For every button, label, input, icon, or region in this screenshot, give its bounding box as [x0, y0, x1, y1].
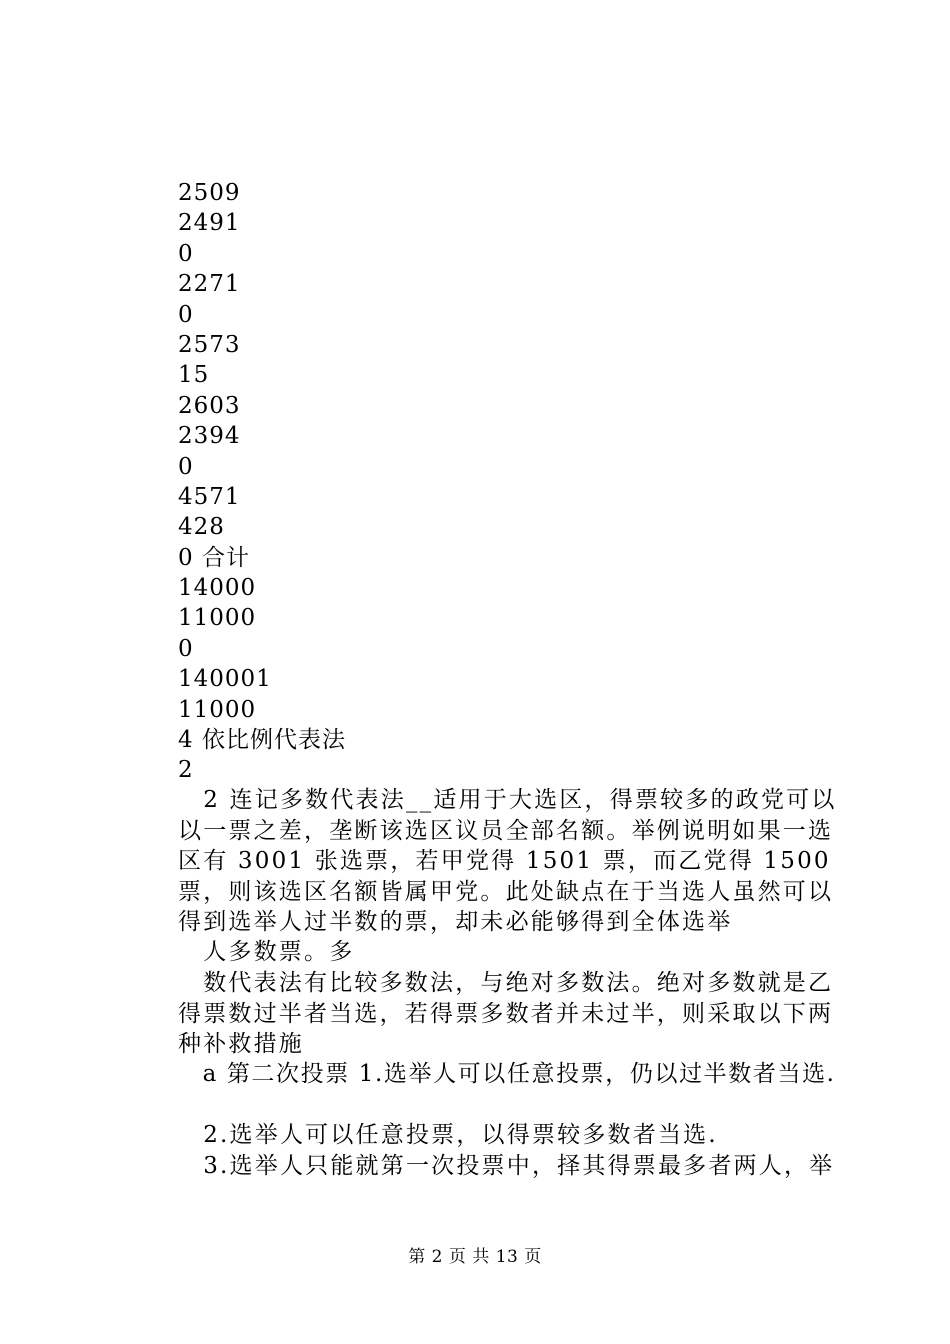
section-heading: 4 依比例代表法	[178, 727, 346, 754]
number-line: 2573	[178, 331, 241, 358]
number-line: 4571	[178, 483, 241, 510]
paragraph-plurality-voting: 2 连记多数代表法__适用于大选区，得票较多的政党可以以一票之差，垄断该选区议员全部名额。举例说明如果一选区有 3001 张选票，若甲党得 1501 票，而乙党得 1500 票，则该选区名额皆属甲党。此处缺点在于当选人虽然可以得到选举人过半数的票，却未必能够得到全体选举	[178, 787, 837, 935]
page-footer: 第 2 页 共 13 页	[408, 1247, 542, 1267]
number-line: 11000	[178, 605, 257, 632]
number-line: 0	[178, 453, 194, 480]
number-column	[178, 178, 858, 786]
number-line: 15	[178, 362, 210, 389]
number-line: 0	[178, 635, 194, 662]
number-line: 2	[178, 757, 194, 784]
paragraph-option-2: 2.选举人可以任意投票，以得票较多数者当选.	[178, 1122, 718, 1148]
paragraph-second-ballot: a 第二次投票 1.选举人可以任意投票，仍以过半数者当选.	[178, 1061, 836, 1087]
number-line: 0	[178, 240, 194, 267]
number-line: 0	[178, 301, 194, 328]
paragraph-continuation: 人多数票。多	[178, 939, 355, 965]
number-line: 2491	[178, 210, 241, 237]
paragraph-option-3: 3.选举人只能就第一次投票中，择其得票最多者两人，举	[178, 1153, 835, 1179]
number-line: 2509	[178, 180, 241, 206]
number-line: 14000	[178, 575, 257, 602]
number-line: 2603	[178, 392, 241, 419]
number-line: 428	[178, 514, 225, 541]
number-line: 2394	[178, 423, 241, 450]
number-line: 140001	[178, 666, 272, 693]
number-line: 2271	[178, 271, 241, 298]
paragraph-majority-methods: 数代表法有比较多数法，与绝对多数法。绝对多数就是乙得票数过半者当选，若得票多数者并未过半，则采取以下两种补救措施	[178, 970, 834, 1057]
number-line: 11000	[178, 696, 257, 723]
number-line: 0 合计	[178, 544, 250, 571]
